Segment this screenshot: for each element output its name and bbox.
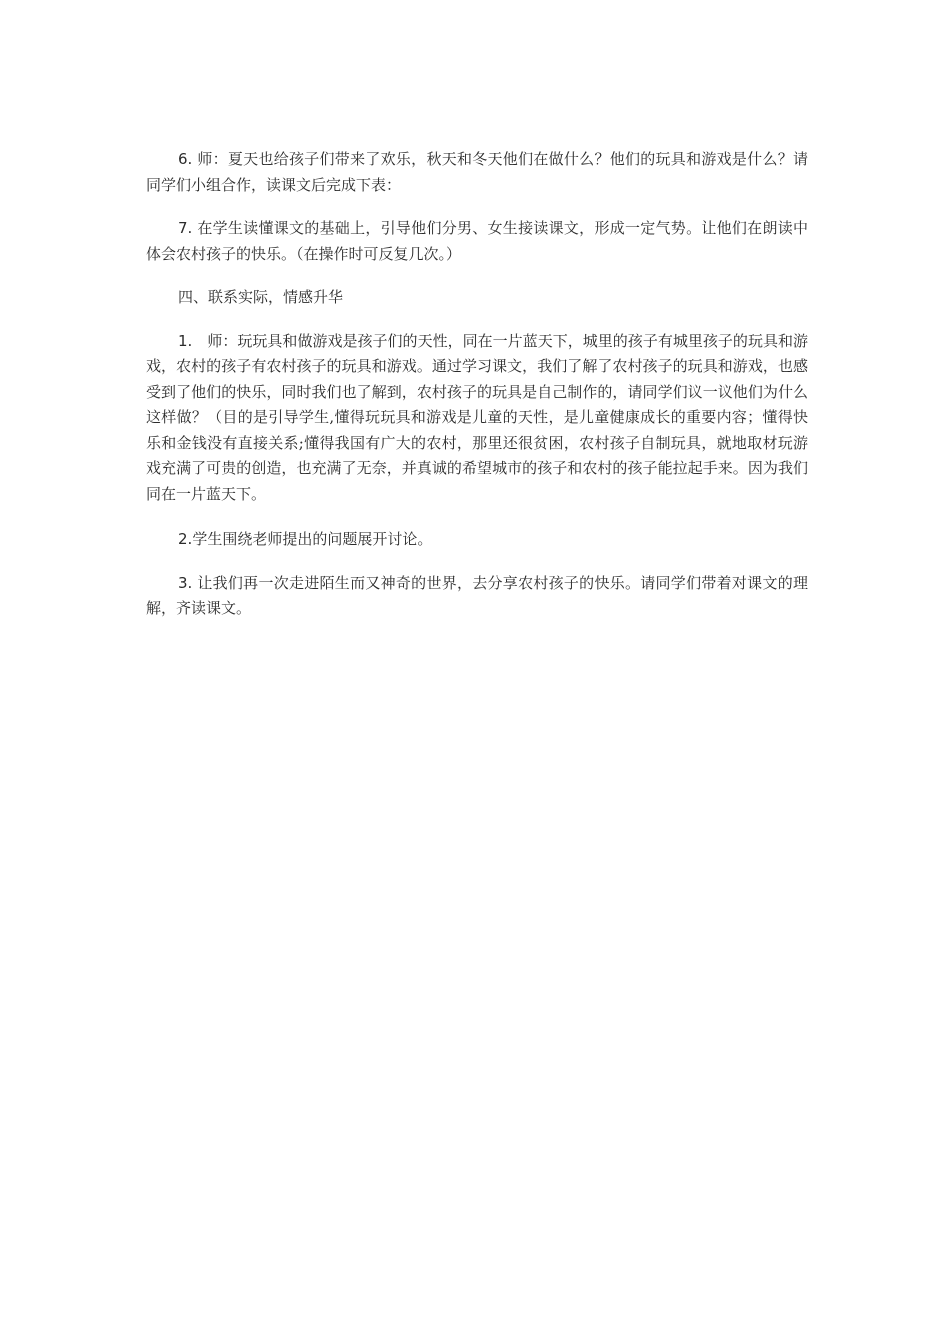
paragraph-text: 学生围绕老师提出的问题展开讨论。 bbox=[192, 530, 433, 548]
paragraph-text: 师：夏天也给孩子们带来了欢乐，秋天和冬天他们在做什么？他们的玩具和游戏是什么？请同学们小组合作，读课文后完成下表： bbox=[146, 150, 808, 194]
section-heading bbox=[146, 285, 808, 311]
paragraph-number: 3. bbox=[178, 573, 193, 592]
paragraph-7 bbox=[146, 216, 808, 267]
paragraph-3 bbox=[146, 571, 808, 622]
paragraph-2 bbox=[146, 527, 808, 553]
paragraph-number: 7. bbox=[178, 219, 193, 237]
paragraph-number: 1. bbox=[178, 331, 193, 350]
paragraph-1 bbox=[146, 329, 808, 508]
paragraph-text: 在学生读懂课文的基础上，引导他们分男、女生接读课文，形成一定气势。让他们在朗读中体会农村孩子的快乐。（在操作时可反复几次。） bbox=[146, 219, 808, 263]
paragraph-6 bbox=[146, 147, 808, 198]
paragraph-text: 让我们再一次走进陌生而又神奇的世界，去分享农村孩子的快乐。请同学们带着对课文的理解，齐读课文。 bbox=[146, 573, 808, 617]
paragraph-text: 师：玩玩具和做游戏是孩子们的天性，同在一片蓝天下，城里的孩子有城里孩子的玩具和游戏，农村的孩子有农村孩子的玩具和游戏。通过学习课文，我们了解了农村孩子的玩具和游戏，也感受到了他们的快乐，同时我们也了解到，农村孩子的玩具是自己制作的，请同学们议一议他们为什么这样做？（目的是引导学生,懂得玩玩具和游戏是儿童的天性，是儿童健康成长的重要内容；懂得快乐和金钱没有直接关系;懂得我国有广大的农村，那里还很贫困，农村孩子自制玩具，就地取材玩游戏充满了可贵的创造，也充满了无奈，并真诚的希望城市的孩子和农村的孩子能拉起手来。因为我们同在一片蓝天下。 bbox=[146, 331, 808, 503]
paragraph-number: 6. bbox=[178, 150, 193, 168]
document-body bbox=[146, 147, 808, 640]
paragraph-number: 2. bbox=[178, 530, 193, 548]
section-heading-text: 四、联系实际，情感升华 bbox=[178, 288, 344, 306]
